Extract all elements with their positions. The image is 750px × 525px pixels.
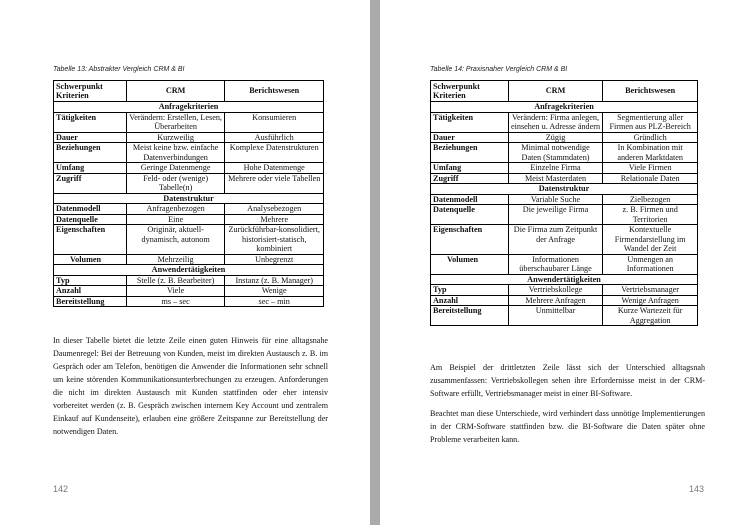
- table-row: [431, 295, 698, 306]
- criterion-cell: Dauer: [431, 132, 509, 143]
- reporting-cell: z. B. Firmen und Territorien: [603, 205, 698, 225]
- section-row: [54, 102, 324, 113]
- header-cell: Schwerpunkt Kriterien: [54, 81, 127, 102]
- header-cell: Schwerpunkt Kriterien: [431, 81, 509, 102]
- criterion-cell: Bereitstellung: [431, 306, 509, 326]
- reporting-cell: sec – min: [225, 296, 324, 307]
- crm-cell: Originär, aktuell-dynamisch, autonom: [126, 225, 225, 255]
- body-paragraph: In dieser Tabelle bietet die letzte Zeile einen guten Hinweis für eine alltagsnahe Daumenregel: Bei der Betreuung von Kunden, meist im direkten Austausch z. B. im Gespräch oder am Telefon, benötigen die Anwender die Informationen sehr schnell um keine störenden Kommunikationsunterbrechungen zu erzeugen. Anforderungen die nicht im direkten Austausch mit Kunden stattfinden oder eher intensiv vorbereitet werden (z. B. Gespräch zwischen internem Key Account und zentralem Einkauf auf Kundenseite), erlauben eine größere Zeitspanne zur Bereitstellung der notwendigen Daten.: [53, 336, 328, 436]
- reporting-cell: Gründlich: [603, 132, 698, 143]
- criterion-cell: Anzahl: [431, 295, 509, 306]
- body-paragraph: Am Beispiel der drittletzten Zeile lässt sich der Unterschied alltagsnah zusammenfassen: Vertriebskollegen sehen ihre Erfordernisse meist in der CRM-Software erfüllt, Vertriebsmanager meist in einer BI-Software.: [430, 363, 705, 398]
- table-row: [431, 285, 698, 296]
- table-row: [54, 132, 324, 143]
- section-row: [54, 265, 324, 276]
- comparison-table: [53, 80, 324, 307]
- crm-cell: Mehrzeilig: [126, 254, 225, 265]
- document-page-right: [380, 0, 750, 525]
- table-row: [54, 112, 324, 132]
- reporting-cell: Zurückführbar-konsolidiert, historisiert-statisch, kombiniert: [225, 225, 324, 255]
- crm-cell: Die Firma zum Zeitpunkt der Anfrage: [508, 225, 603, 255]
- criterion-cell: Datenquelle: [54, 214, 127, 225]
- header-cell: CRM: [508, 81, 603, 102]
- table-row: [54, 173, 324, 193]
- table-row: [54, 275, 324, 286]
- table-caption: Tabelle 14: Praxisnaher Vergleich CRM & BI: [430, 66, 568, 73]
- reporting-cell: Unmengen an Informationen: [603, 254, 698, 274]
- criterion-cell: Datenquelle: [431, 205, 509, 225]
- section-title: Datenstruktur: [431, 184, 698, 195]
- reporting-cell: Instanz (z. B. Manager): [225, 275, 324, 286]
- criterion-cell: Typ: [431, 285, 509, 296]
- table-row: [431, 225, 698, 255]
- crm-cell: Unmittelbar: [508, 306, 603, 326]
- crm-cell: Viele: [126, 286, 225, 297]
- section-title: Anfragekriterien: [54, 102, 324, 113]
- reporting-cell: Wenige Anfragen: [603, 295, 698, 306]
- criterion-cell: Bereitstellung: [54, 296, 127, 307]
- criterion-cell: Dauer: [54, 132, 127, 143]
- crm-cell: ms – sec: [126, 296, 225, 307]
- table-row: [431, 173, 698, 184]
- table-row: [431, 143, 698, 163]
- header-cell: Berichtswesen: [225, 81, 324, 102]
- crm-cell: Kurzweilig: [126, 132, 225, 143]
- reporting-cell: Segmentierung aller Firmen aus PLZ-Bereich: [603, 112, 698, 132]
- criterion-cell: Umfang: [54, 163, 127, 174]
- reporting-cell: Unbegrenzt: [225, 254, 324, 265]
- crm-cell: Feld- oder (wenige) Tabelle(n): [126, 173, 225, 193]
- crm-cell: Verändern: Firma anlegen, einsehen u. Adresse ändern: [508, 112, 603, 132]
- page-number: 143: [689, 484, 705, 494]
- reporting-cell: Hohe Datenmenge: [225, 163, 324, 174]
- header-cell: CRM: [126, 81, 225, 102]
- section-row: [431, 184, 698, 195]
- crm-cell: Eine: [126, 214, 225, 225]
- table-row: [431, 205, 698, 225]
- criterion-cell: Umfang: [431, 163, 509, 174]
- table-row: [54, 225, 324, 255]
- criterion-cell: Tätigkeiten: [431, 112, 509, 132]
- page-number: 142: [53, 484, 69, 494]
- reporting-cell: Ausführlich: [225, 132, 324, 143]
- criterion-cell: Datenmodell: [431, 194, 509, 205]
- reporting-cell: Konsumieren: [225, 112, 324, 132]
- criterion-cell: Datenmodell: [54, 204, 127, 215]
- comparison-table: [430, 80, 698, 326]
- crm-cell: Stelle (z. B. Bearbeiter): [126, 275, 225, 286]
- criterion-cell: Zugriff: [54, 173, 127, 193]
- section-title: Anwendertätigkeiten: [431, 274, 698, 285]
- section-row: [431, 102, 698, 113]
- criterion-cell: Beziehungen: [431, 143, 509, 163]
- table-header-row: [54, 81, 324, 102]
- table-row: [54, 286, 324, 297]
- header-cell: Berichtswesen: [603, 81, 698, 102]
- table-row: [431, 112, 698, 132]
- section-row: [431, 274, 698, 285]
- document-page-left: [0, 0, 370, 525]
- crm-cell: Die jeweilige Firma: [508, 205, 603, 225]
- table-row: [54, 143, 324, 163]
- table-row: [54, 204, 324, 215]
- criterion-cell: Volumen: [54, 254, 127, 265]
- crm-cell: Minimal notwendige Daten (Stammdaten): [508, 143, 603, 163]
- criterion-cell: Volumen: [431, 254, 509, 274]
- reporting-cell: Kontextuelle Firmendarstellung im Wandel der Zeit: [603, 225, 698, 255]
- criterion-cell: Eigenschaften: [54, 225, 127, 255]
- criterion-cell: Tätigkeiten: [54, 112, 127, 132]
- table-row: [54, 296, 324, 307]
- section-title: Anwendertätigkeiten: [54, 265, 324, 276]
- crm-cell: Meist keine bzw. einfache Datenverbindungen: [126, 143, 225, 163]
- criterion-cell: Beziehungen: [54, 143, 127, 163]
- reporting-cell: Komplexe Datenstrukturen: [225, 143, 324, 163]
- crm-cell: Verändern: Erstellen, Lesen, Überarbeiten: [126, 112, 225, 132]
- reporting-cell: Vertriebsmanager: [603, 285, 698, 296]
- reporting-cell: Mehrere: [225, 214, 324, 225]
- table-row: [431, 254, 698, 274]
- reporting-cell: Kurze Wartezeit für Aggregation: [603, 306, 698, 326]
- reporting-cell: In Kombination mit anderen Marktdaten: [603, 143, 698, 163]
- table-row: [431, 132, 698, 143]
- body-paragraph: Beachtet man diese Unterschiede, wird verhindert dass unnötige Implementierungen in der CRM-Software stattfinden bzw. die BI-Software die Daten später ohne Probleme verarbeiten kann.: [430, 409, 705, 444]
- criterion-cell: Typ: [54, 275, 127, 286]
- table-row: [431, 163, 698, 174]
- table-row: [431, 306, 698, 326]
- table-row: [54, 254, 324, 265]
- reporting-cell: Mehrere oder viele Tabellen: [225, 173, 324, 193]
- section-row: [54, 193, 324, 204]
- crm-cell: Variable Suche: [508, 194, 603, 205]
- table-row: [54, 214, 324, 225]
- table-header-row: [431, 81, 698, 102]
- criterion-cell: Eigenschaften: [431, 225, 509, 255]
- crm-cell: Zügig: [508, 132, 603, 143]
- reporting-cell: Relationale Daten: [603, 173, 698, 184]
- reporting-cell: Zielbezogen: [603, 194, 698, 205]
- table-row: [54, 163, 324, 174]
- crm-cell: Mehrere Anfragen: [508, 295, 603, 306]
- crm-cell: Einzelne Firma: [508, 163, 603, 174]
- table-row: [431, 194, 698, 205]
- crm-cell: Meist Masterdaten: [508, 173, 603, 184]
- section-title: Anfragekriterien: [431, 102, 698, 113]
- section-title: Datenstruktur: [54, 193, 324, 204]
- criterion-cell: Anzahl: [54, 286, 127, 297]
- table-caption: Tabelle 13: Abstrakter Vergleich CRM & BI: [53, 66, 185, 73]
- crm-cell: Anfragenbezogen: [126, 204, 225, 215]
- crm-cell: Geringe Datenmenge: [126, 163, 225, 174]
- reporting-cell: Viele Firmen: [603, 163, 698, 174]
- crm-cell: Vertriebskollege: [508, 285, 603, 296]
- reporting-cell: Wenige: [225, 286, 324, 297]
- crm-cell: Informationen überschaubarer Länge: [508, 254, 603, 274]
- reporting-cell: Analysebezogen: [225, 204, 324, 215]
- criterion-cell: Zugriff: [431, 173, 509, 184]
